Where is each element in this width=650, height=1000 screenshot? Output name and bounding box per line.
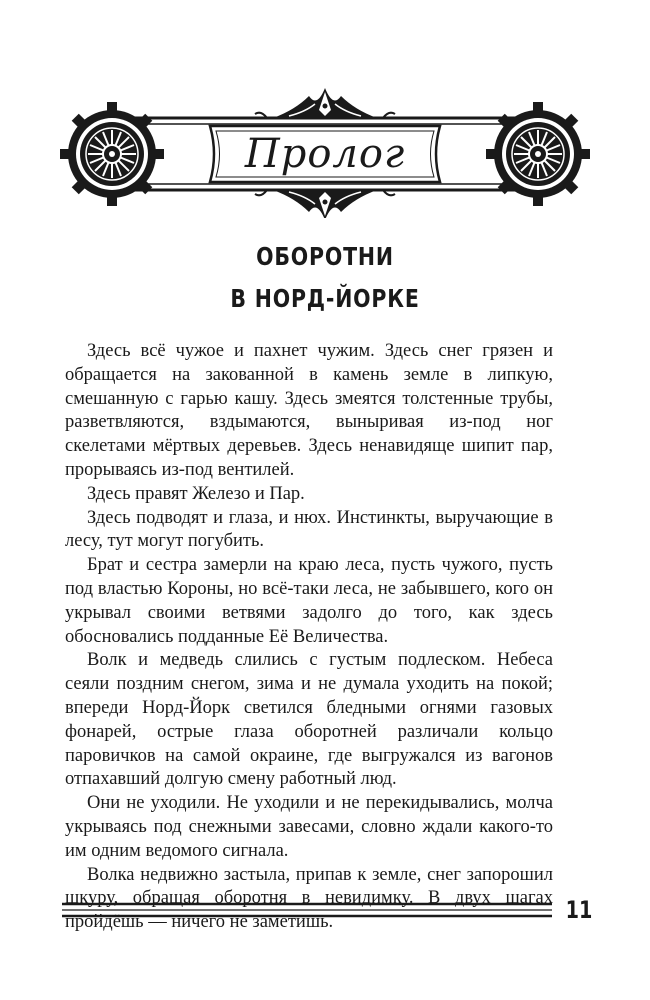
paragraph: Волк и медведь слились с густым подлеском. Небеса сеяли поздним снегом, зима и не думала уходить на покой; впереди Норд-Йорк светился бледными огнями газовых фонарей, острые глаза оборотней различали кольцо паровичков на самой окраине, где выгружался из вагонов отпахавший долгую смену работный люд.: [65, 650, 553, 790]
chapter-title: [59, 236, 592, 320]
paragraph: Волка недвижно застыла, припав к земле, снег запорошил шкуру, обращая оборотня в невидимку. В двух шагах пройдёшь — ничего не заметишь.: [65, 864, 553, 933]
bottom-crest-ornament: [255, 190, 395, 218]
chapter-title-line-1: ОБОРОТНИ: [256, 242, 394, 271]
paragraph: Здесь правят Железо и Пар.: [87, 483, 305, 504]
left-gear-icon: [60, 102, 164, 206]
paragraph: Здесь подводят и глаза, и нюх. Инстинкты, выручающие в лесу, тут могут погубить.: [65, 507, 553, 552]
footer-rule: [62, 895, 552, 925]
top-crest-ornament: [255, 88, 395, 118]
paragraph: Они не уходили. Не уходили и не перекидывались, молча укрываясь под снежными завесами, словно ждали какого-то им одним ведомого сигнала.: [65, 793, 553, 861]
chapter-title-line-2: В НОРД-ЙОРКЕ: [230, 284, 420, 313]
prologue-header-ornament: [60, 88, 590, 218]
prologue-heading: Пролог: [244, 131, 406, 177]
body-text: [65, 340, 553, 935]
page-number: 11: [565, 896, 592, 924]
right-gear-icon: [486, 102, 590, 206]
paragraph: Здесь всё чужое и пахнет чужим. Здесь снег грязен и обращается на закованной в камень земле в липкую, смешанную с гарью кашу. Здесь змеятся толстенные трубы, разветвляются, вздымаются, выныривая из-под ног скелетами мёртвых деревьев. Здесь ненавидяще шипит пар, прорываясь из-под вентилей.: [65, 341, 553, 480]
paragraph: Брат и сестра замерли на краю леса, пусть чужого, пусть под властью Короны, но всё-таки леса, не забывшего, кого он укрывал своими ветвями задолго до того, как здесь обосновались подданные Её Величества.: [65, 555, 553, 647]
page-footer: [62, 895, 592, 935]
